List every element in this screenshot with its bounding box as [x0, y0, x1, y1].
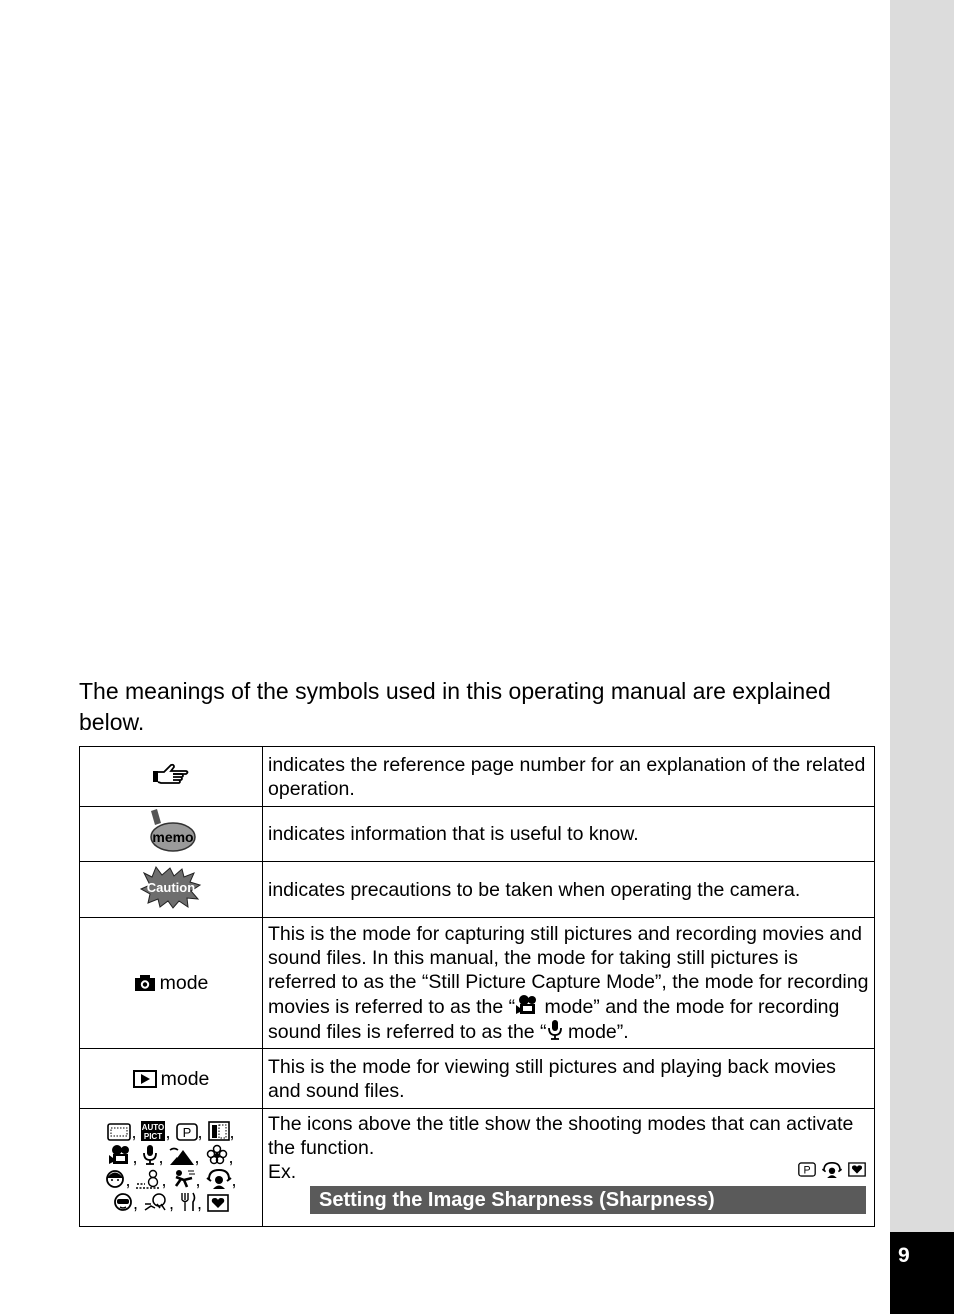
auto-picture-icon — [141, 1121, 165, 1141]
symbol-cell — [80, 862, 263, 918]
camera-icon — [134, 974, 156, 992]
svg-text:P: P — [182, 1124, 191, 1140]
table-row — [80, 1109, 875, 1227]
description-text: indicates information that is useful to know. — [268, 823, 639, 845]
table-row — [80, 747, 875, 807]
sport-icon — [172, 1169, 196, 1189]
portrait-icon — [105, 1169, 125, 1189]
self-portrait-icon — [143, 1192, 169, 1212]
description-text: The icons above the title show the shooting modes that can activate the function. — [268, 1113, 854, 1159]
caution-icon — [140, 865, 202, 909]
mode-label: mode — [160, 1067, 210, 1090]
green-mode-icon — [107, 1123, 131, 1141]
pointing-hand-reference-icon — [151, 762, 191, 786]
program-mode-icon — [176, 1123, 198, 1141]
description-cell — [263, 747, 875, 807]
description-text: This is the mode for viewing still pictures and playing back movies and sound files. — [268, 1055, 836, 1102]
memo-icon — [143, 809, 199, 853]
description-text: indicates precautions to be taken when operating the camera. — [268, 878, 801, 901]
symbol-cell — [80, 1109, 263, 1227]
microphone-icon — [547, 1019, 563, 1041]
movie-mode-icon — [108, 1144, 132, 1166]
table-row — [80, 1049, 875, 1109]
symbol-cell — [80, 807, 263, 862]
memo-icon-text: memo — [152, 829, 194, 845]
svg-text:PICT: PICT — [144, 1131, 163, 1141]
night-scene-icon — [208, 1121, 230, 1141]
description-cell — [263, 918, 875, 1049]
table-row — [80, 862, 875, 918]
example-label: Ex. — [268, 1161, 297, 1183]
kids-icon — [206, 1169, 232, 1189]
description-cell — [263, 1049, 875, 1109]
playback-icon — [133, 1070, 157, 1088]
table-row — [80, 807, 875, 862]
symbols-table — [79, 746, 875, 1227]
svg-text:AUTO: AUTO — [142, 1122, 165, 1132]
side-thumb-bar — [890, 0, 954, 1314]
description-cell — [263, 807, 875, 862]
intro-text: The meanings of the symbols used in this operating manual are explained below. — [79, 678, 831, 735]
favorite-icon — [848, 1162, 866, 1177]
page-number-tab — [890, 1232, 954, 1314]
example-line — [268, 1160, 870, 1184]
movie-icon — [515, 994, 539, 1016]
description-cell — [263, 1109, 875, 1227]
symbol-cell — [80, 747, 263, 807]
example-mode-icons — [798, 1162, 866, 1178]
description-text: This is the mode for capturing still pictures and recording movies and sound files. In this manual, the mode for taking still pictures is referred to as the “Still Picture Capture Mode”, the mode for recording movies is referred to as the “ mode” and the mode for recording sound files is referred to as the “ mode”. — [268, 923, 869, 1043]
favorite-icon — [207, 1194, 229, 1212]
caution-icon-text: Caution — [146, 879, 196, 895]
symbol-cell — [80, 918, 263, 1049]
shooting-mode-icons: , AUTO PICT , P , , , , , , , , , , , , , — [105, 1121, 236, 1215]
landscape-icon — [169, 1146, 195, 1166]
sample-section-title: Setting the Image Sharpness (Sharpness) — [310, 1186, 866, 1214]
symbol-cell — [80, 1049, 263, 1109]
food-icon — [179, 1192, 197, 1212]
program-mode-icon — [798, 1162, 816, 1177]
mode-label: mode — [159, 972, 209, 994]
surf-snow-icon — [113, 1192, 133, 1212]
svg-text:P: P — [803, 1164, 811, 1177]
description-cell — [263, 862, 875, 918]
page-number: 9 — [898, 1244, 910, 1267]
table-row — [80, 918, 875, 1049]
flower-icon — [205, 1144, 229, 1166]
description-text: indicates the reference page number for an explanation of the related operation. — [268, 753, 866, 800]
snow-icon — [135, 1169, 161, 1189]
voice-recording-icon — [142, 1144, 158, 1166]
kids-icon — [820, 1162, 844, 1178]
